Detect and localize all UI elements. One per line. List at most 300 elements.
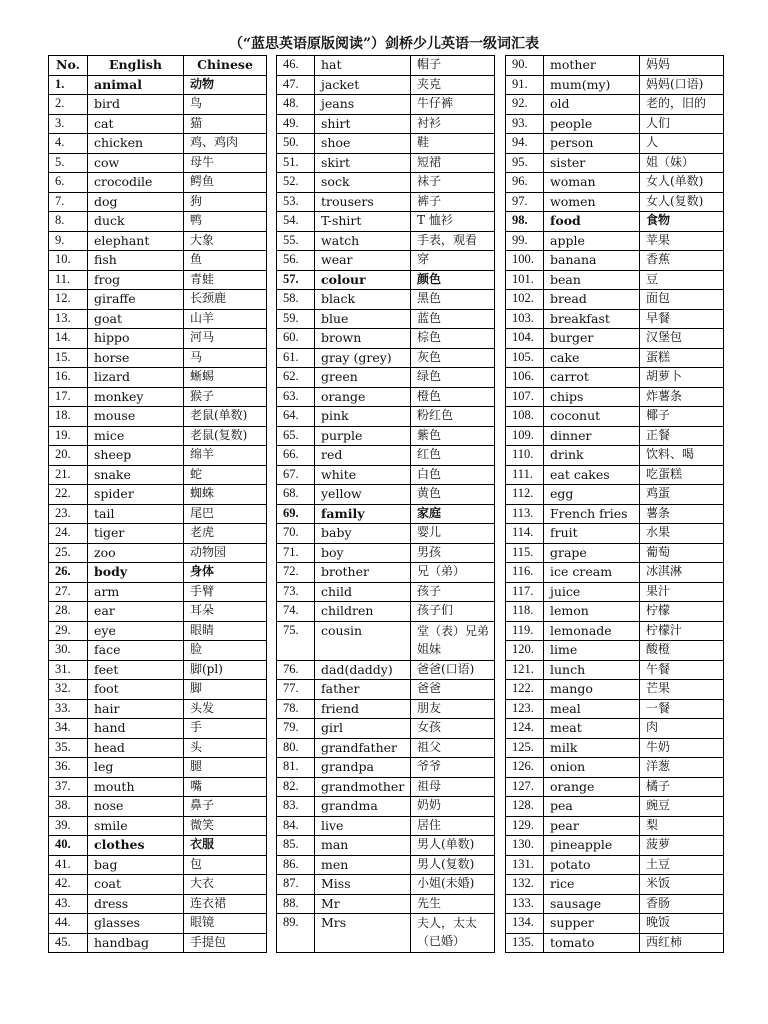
entry-number: 39. bbox=[49, 816, 88, 836]
table-row bbox=[277, 699, 495, 719]
entry-number: 64. bbox=[277, 407, 315, 427]
entry-english: cousin bbox=[315, 621, 411, 660]
entry-english: Mrs bbox=[315, 914, 411, 953]
entry-chinese: 妈妈(口语) bbox=[640, 75, 724, 95]
table-row bbox=[49, 290, 267, 310]
table-row bbox=[277, 485, 495, 505]
entry-english: sock bbox=[315, 173, 411, 193]
entry-number: 135. bbox=[506, 933, 544, 953]
entry-number: 60. bbox=[277, 329, 315, 349]
entry-chinese: 脚(pl) bbox=[184, 660, 267, 680]
entry-chinese: 葡萄 bbox=[640, 543, 724, 563]
entry-english: drink bbox=[544, 446, 640, 466]
table-row bbox=[49, 738, 267, 758]
category-row bbox=[277, 270, 495, 290]
entry-chinese: 祖父 bbox=[411, 738, 495, 758]
entry-english: lemonade bbox=[544, 621, 640, 641]
table-row bbox=[506, 738, 724, 758]
entry-number: 63. bbox=[277, 387, 315, 407]
table-row bbox=[506, 95, 724, 115]
entry-chinese: 动物 bbox=[184, 75, 267, 95]
entry-chinese: 一餐 bbox=[640, 699, 724, 719]
entry-chinese: 菠萝 bbox=[640, 836, 724, 856]
entry-english: hippo bbox=[88, 329, 184, 349]
entry-number: 9. bbox=[49, 231, 88, 251]
table-row bbox=[49, 875, 267, 895]
entry-number: 120. bbox=[506, 641, 544, 661]
entry-english: hair bbox=[88, 699, 184, 719]
entry-number: 123. bbox=[506, 699, 544, 719]
entry-chinese: 朋友 bbox=[411, 699, 495, 719]
entry-english: glasses bbox=[88, 914, 184, 934]
table-row bbox=[506, 524, 724, 544]
entry-chinese: 苹果 bbox=[640, 231, 724, 251]
entry-chinese: 奶奶 bbox=[411, 797, 495, 817]
entry-english: arm bbox=[88, 582, 184, 602]
entry-number: 22. bbox=[49, 485, 88, 505]
entry-number: 21. bbox=[49, 465, 88, 485]
table-row bbox=[506, 426, 724, 446]
entry-number: 107. bbox=[506, 387, 544, 407]
entry-chinese: 白色 bbox=[411, 465, 495, 485]
table-row bbox=[277, 758, 495, 778]
entry-chinese: 人 bbox=[640, 134, 724, 154]
table-row bbox=[49, 485, 267, 505]
entry-chinese: 粉红色 bbox=[411, 407, 495, 427]
entry-number: 66. bbox=[277, 446, 315, 466]
entry-chinese: 鸟 bbox=[184, 95, 267, 115]
entry-chinese: 长颈鹿 bbox=[184, 290, 267, 310]
entry-number: 26. bbox=[49, 563, 88, 583]
table-row bbox=[506, 816, 724, 836]
entry-number: 20. bbox=[49, 446, 88, 466]
entry-english: feet bbox=[88, 660, 184, 680]
entry-number: 16. bbox=[49, 368, 88, 388]
entry-chinese: 女人(单数) bbox=[640, 173, 724, 193]
entry-english: fish bbox=[88, 251, 184, 271]
entry-english: purple bbox=[315, 426, 411, 446]
table-row bbox=[277, 738, 495, 758]
entry-english: dog bbox=[88, 192, 184, 212]
entry-number: 31. bbox=[49, 660, 88, 680]
entry-number: 7. bbox=[49, 192, 88, 212]
entry-number: 83. bbox=[277, 797, 315, 817]
entry-number: 42. bbox=[49, 875, 88, 895]
entry-chinese: 穿 bbox=[411, 251, 495, 271]
entry-number: 53. bbox=[277, 192, 315, 212]
table-row bbox=[49, 212, 267, 232]
entry-number: 15. bbox=[49, 348, 88, 368]
entry-number: 81. bbox=[277, 758, 315, 778]
entry-chinese: 豆 bbox=[640, 270, 724, 290]
entry-english: ear bbox=[88, 602, 184, 622]
table-row bbox=[49, 329, 267, 349]
entry-chinese: 帽子 bbox=[411, 56, 495, 76]
entry-chinese: 鸭 bbox=[184, 212, 267, 232]
entry-number: 43. bbox=[49, 894, 88, 914]
entry-chinese: 婴儿 bbox=[411, 524, 495, 544]
entry-chinese: 老虎 bbox=[184, 524, 267, 544]
entry-chinese: 灰色 bbox=[411, 348, 495, 368]
entry-english: goat bbox=[88, 309, 184, 329]
table-row bbox=[506, 504, 724, 524]
entry-english: lunch bbox=[544, 660, 640, 680]
entry-chinese: 大象 bbox=[184, 231, 267, 251]
table-row bbox=[49, 894, 267, 914]
entry-english: mice bbox=[88, 426, 184, 446]
entry-english: grandmother bbox=[315, 777, 411, 797]
entry-number: 33. bbox=[49, 699, 88, 719]
entry-chinese: 嘴 bbox=[184, 777, 267, 797]
table-row bbox=[277, 816, 495, 836]
table-row bbox=[49, 387, 267, 407]
table-row bbox=[506, 699, 724, 719]
entry-chinese: 香肠 bbox=[640, 894, 724, 914]
table-row bbox=[506, 290, 724, 310]
entry-number: 54. bbox=[277, 212, 315, 232]
table-row bbox=[277, 836, 495, 856]
table-row bbox=[49, 602, 267, 622]
entry-english: supper bbox=[544, 914, 640, 934]
entry-chinese: 青蛙 bbox=[184, 270, 267, 290]
entry-number: 86. bbox=[277, 855, 315, 875]
entry-number: 130. bbox=[506, 836, 544, 856]
entry-chinese: 包 bbox=[184, 855, 267, 875]
entry-chinese: 饮料、喝 bbox=[640, 446, 724, 466]
entry-english: food bbox=[544, 212, 640, 232]
entry-english: people bbox=[544, 114, 640, 134]
page-title: （“蓝思英语原版阅读”）剑桥少儿英语一级词汇表 bbox=[228, 36, 540, 52]
entry-number: 57. bbox=[277, 270, 315, 290]
entry-number: 50. bbox=[277, 134, 315, 154]
entry-english: head bbox=[88, 738, 184, 758]
entry-number: 92. bbox=[506, 95, 544, 115]
entry-english: dinner bbox=[544, 426, 640, 446]
entry-chinese: 母牛 bbox=[184, 153, 267, 173]
entry-number: 61. bbox=[277, 348, 315, 368]
table-row bbox=[277, 563, 495, 583]
table-row bbox=[49, 192, 267, 212]
entry-chinese: 面包 bbox=[640, 290, 724, 310]
table-row bbox=[277, 173, 495, 193]
entry-chinese: 河马 bbox=[184, 329, 267, 349]
table-row bbox=[506, 446, 724, 466]
entry-chinese: T 恤衫 bbox=[411, 212, 495, 232]
entry-number: 1. bbox=[49, 75, 88, 95]
entry-english: meal bbox=[544, 699, 640, 719]
table-row bbox=[506, 563, 724, 583]
entry-english: skirt bbox=[315, 153, 411, 173]
entry-number: 85. bbox=[277, 836, 315, 856]
entry-number: 45. bbox=[49, 933, 88, 953]
entry-english: hat bbox=[315, 56, 411, 76]
entry-english: shirt bbox=[315, 114, 411, 134]
entry-number: 24. bbox=[49, 524, 88, 544]
entry-number: 133. bbox=[506, 894, 544, 914]
entry-chinese: 黄色 bbox=[411, 485, 495, 505]
entry-english: juice bbox=[544, 582, 640, 602]
entry-number: 122. bbox=[506, 680, 544, 700]
entry-number: 82. bbox=[277, 777, 315, 797]
table-row bbox=[506, 387, 724, 407]
entry-chinese: 手提包 bbox=[184, 933, 267, 953]
entry-english: colour bbox=[315, 270, 411, 290]
table-row bbox=[506, 797, 724, 817]
entry-chinese: 大衣 bbox=[184, 875, 267, 895]
entry-chinese: 吃蛋糕 bbox=[640, 465, 724, 485]
entry-english: snake bbox=[88, 465, 184, 485]
entry-chinese: 鼻子 bbox=[184, 797, 267, 817]
entry-chinese: 衣服 bbox=[184, 836, 267, 856]
entry-english: grandfather bbox=[315, 738, 411, 758]
entry-chinese: 短裙 bbox=[411, 153, 495, 173]
entry-english: pink bbox=[315, 407, 411, 427]
entry-number: 36. bbox=[49, 758, 88, 778]
table-row bbox=[506, 485, 724, 505]
table-row bbox=[49, 660, 267, 680]
entry-chinese: 黑色 bbox=[411, 290, 495, 310]
entry-number: 65. bbox=[277, 426, 315, 446]
entry-number: 75. bbox=[277, 621, 315, 660]
entry-chinese: 红色 bbox=[411, 446, 495, 466]
entry-number: 127. bbox=[506, 777, 544, 797]
entry-chinese: 炸薯条 bbox=[640, 387, 724, 407]
entry-english: blue bbox=[315, 309, 411, 329]
entry-number: 68. bbox=[277, 485, 315, 505]
entry-english: banana bbox=[544, 251, 640, 271]
entry-chinese: 老的，旧的 bbox=[640, 95, 724, 115]
table-row bbox=[506, 621, 724, 641]
entry-number: 76. bbox=[277, 660, 315, 680]
entry-english: friend bbox=[315, 699, 411, 719]
entry-english: person bbox=[544, 134, 640, 154]
entry-number: 27. bbox=[49, 582, 88, 602]
entry-chinese: 眼镜 bbox=[184, 914, 267, 934]
entry-chinese: 腿 bbox=[184, 758, 267, 778]
entry-chinese: 耳朵 bbox=[184, 602, 267, 622]
entry-english: child bbox=[315, 582, 411, 602]
entry-number: 12. bbox=[49, 290, 88, 310]
entry-number: 113. bbox=[506, 504, 544, 524]
table-row bbox=[49, 504, 267, 524]
entry-chinese: 肉 bbox=[640, 719, 724, 739]
entry-english: men bbox=[315, 855, 411, 875]
entry-chinese: 微笑 bbox=[184, 816, 267, 836]
table-row bbox=[506, 680, 724, 700]
table-row bbox=[49, 777, 267, 797]
entry-english: ice cream bbox=[544, 563, 640, 583]
entry-number: 129. bbox=[506, 816, 544, 836]
category-row bbox=[49, 836, 267, 856]
entry-english: onion bbox=[544, 758, 640, 778]
entry-number: 48. bbox=[277, 95, 315, 115]
entry-number: 59. bbox=[277, 309, 315, 329]
entry-chinese: 食物 bbox=[640, 212, 724, 232]
table-row bbox=[49, 543, 267, 563]
entry-english: nose bbox=[88, 797, 184, 817]
entry-chinese: 爸爸 bbox=[411, 680, 495, 700]
table-row bbox=[506, 270, 724, 290]
entry-chinese: 脸 bbox=[184, 641, 267, 661]
table-row bbox=[277, 231, 495, 251]
table-row bbox=[277, 719, 495, 739]
table-row bbox=[506, 465, 724, 485]
entry-number: 28. bbox=[49, 602, 88, 622]
table-row bbox=[506, 777, 724, 797]
table-row bbox=[277, 309, 495, 329]
entry-number: 87. bbox=[277, 875, 315, 895]
table-row bbox=[49, 446, 267, 466]
entry-english: clothes bbox=[88, 836, 184, 856]
table-row bbox=[277, 621, 495, 660]
entry-english: lizard bbox=[88, 368, 184, 388]
entry-number: 4. bbox=[49, 134, 88, 154]
entry-chinese: 芒果 bbox=[640, 680, 724, 700]
entry-chinese: 男孩 bbox=[411, 543, 495, 563]
entry-number: 3. bbox=[49, 114, 88, 134]
entry-chinese: 午餐 bbox=[640, 660, 724, 680]
table-row bbox=[49, 797, 267, 817]
table-row bbox=[277, 407, 495, 427]
entry-number: 128. bbox=[506, 797, 544, 817]
entry-english: giraffe bbox=[88, 290, 184, 310]
entry-number: 95. bbox=[506, 153, 544, 173]
entry-english: live bbox=[315, 816, 411, 836]
entry-number: 25. bbox=[49, 543, 88, 563]
table-row bbox=[506, 543, 724, 563]
vocab-table-middle bbox=[276, 55, 495, 953]
entry-number: 116. bbox=[506, 563, 544, 583]
entry-chinese: 女孩 bbox=[411, 719, 495, 739]
table-row bbox=[277, 914, 495, 953]
entry-chinese: 人们 bbox=[640, 114, 724, 134]
entry-english: monkey bbox=[88, 387, 184, 407]
entry-number: 38. bbox=[49, 797, 88, 817]
table-row bbox=[277, 368, 495, 388]
entry-chinese: 牛奶 bbox=[640, 738, 724, 758]
table-row bbox=[506, 134, 724, 154]
entry-chinese: 山羊 bbox=[184, 309, 267, 329]
entry-number: 23. bbox=[49, 504, 88, 524]
entry-english: grandma bbox=[315, 797, 411, 817]
entry-english: shoe bbox=[315, 134, 411, 154]
entry-number: 58. bbox=[277, 290, 315, 310]
entry-chinese: 梨 bbox=[640, 816, 724, 836]
entry-number: 105. bbox=[506, 348, 544, 368]
entry-chinese: 绿色 bbox=[411, 368, 495, 388]
entry-number: 79. bbox=[277, 719, 315, 739]
entry-english: orange bbox=[315, 387, 411, 407]
entry-english: carrot bbox=[544, 368, 640, 388]
table-row bbox=[277, 212, 495, 232]
entry-number: 134. bbox=[506, 914, 544, 934]
entry-english: green bbox=[315, 368, 411, 388]
entry-number: 121. bbox=[506, 660, 544, 680]
entry-chinese: 紫色 bbox=[411, 426, 495, 446]
entry-chinese: 家庭 bbox=[411, 504, 495, 524]
entry-number: 19. bbox=[49, 426, 88, 446]
entry-chinese: 脚 bbox=[184, 680, 267, 700]
entry-chinese: 鞋 bbox=[411, 134, 495, 154]
entry-english: milk bbox=[544, 738, 640, 758]
entry-number: 13. bbox=[49, 309, 88, 329]
table-row bbox=[277, 251, 495, 271]
entry-chinese: 正餐 bbox=[640, 426, 724, 446]
entry-english: tomato bbox=[544, 933, 640, 953]
entry-english: pea bbox=[544, 797, 640, 817]
entry-chinese: 蜘蛛 bbox=[184, 485, 267, 505]
table-row bbox=[49, 231, 267, 251]
entry-number: 73. bbox=[277, 582, 315, 602]
entry-number: 94. bbox=[506, 134, 544, 154]
entry-number: 100. bbox=[506, 251, 544, 271]
table-row bbox=[49, 426, 267, 446]
entry-english: mum(my) bbox=[544, 75, 640, 95]
table-row bbox=[277, 153, 495, 173]
entry-english: eye bbox=[88, 621, 184, 641]
entry-number: 104. bbox=[506, 329, 544, 349]
header-no: No. bbox=[49, 56, 88, 76]
entry-chinese: 果汁 bbox=[640, 582, 724, 602]
table-row bbox=[49, 621, 267, 641]
entry-number: 72. bbox=[277, 563, 315, 583]
entry-chinese: 猫 bbox=[184, 114, 267, 134]
entry-english: coconut bbox=[544, 407, 640, 427]
entry-chinese: 鸡蛋 bbox=[640, 485, 724, 505]
entry-english: foot bbox=[88, 680, 184, 700]
entry-english: fruit bbox=[544, 524, 640, 544]
entry-english: chips bbox=[544, 387, 640, 407]
table-row bbox=[277, 290, 495, 310]
entry-number: 97. bbox=[506, 192, 544, 212]
entry-number: 11. bbox=[49, 270, 88, 290]
entry-chinese: 西红柿 bbox=[640, 933, 724, 953]
entry-number: 115. bbox=[506, 543, 544, 563]
table-row bbox=[49, 719, 267, 739]
entry-number: 90. bbox=[506, 56, 544, 76]
entry-number: 18. bbox=[49, 407, 88, 427]
table-row bbox=[506, 348, 724, 368]
entry-english: woman bbox=[544, 173, 640, 193]
table-row bbox=[49, 95, 267, 115]
entry-number: 47. bbox=[277, 75, 315, 95]
entry-number: 5. bbox=[49, 153, 88, 173]
entry-chinese: 夹克 bbox=[411, 75, 495, 95]
header-chinese: Chinese bbox=[184, 56, 267, 76]
entry-english: Mr bbox=[315, 894, 411, 914]
entry-number: 77. bbox=[277, 680, 315, 700]
entry-chinese: 动物园 bbox=[184, 543, 267, 563]
entry-english: crocodile bbox=[88, 173, 184, 193]
entry-number: 70. bbox=[277, 524, 315, 544]
entry-english: bean bbox=[544, 270, 640, 290]
entry-number: 117. bbox=[506, 582, 544, 602]
table-row bbox=[506, 875, 724, 895]
table-row bbox=[49, 465, 267, 485]
table-row bbox=[277, 777, 495, 797]
entry-chinese: 狗 bbox=[184, 192, 267, 212]
vocab-table-right bbox=[505, 55, 724, 953]
entry-chinese: 橘子 bbox=[640, 777, 724, 797]
entry-english: girl bbox=[315, 719, 411, 739]
table-row bbox=[506, 251, 724, 271]
entry-number: 35. bbox=[49, 738, 88, 758]
entry-english: sister bbox=[544, 153, 640, 173]
entry-chinese: 姐（妹） bbox=[640, 153, 724, 173]
table-row bbox=[506, 407, 724, 427]
table-row bbox=[506, 836, 724, 856]
entry-number: 101. bbox=[506, 270, 544, 290]
